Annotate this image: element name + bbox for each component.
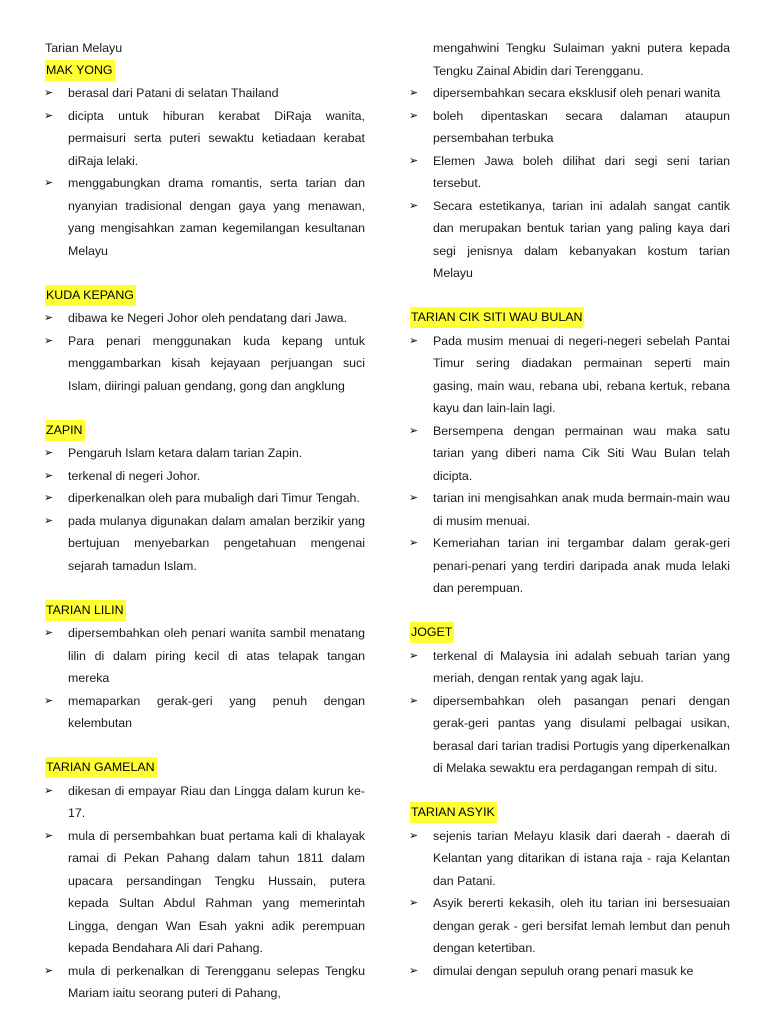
- section: [45, 757, 365, 1005]
- left-sections: [45, 60, 365, 1005]
- bullet-item: [410, 825, 730, 893]
- bullet-list: [45, 442, 365, 577]
- bullet-text: Pengaruh Islam ketara dalam tarian Zapin.: [68, 446, 303, 460]
- bullet-text: diperkenalkan oleh para mubaligh dari Timur Tengah.: [68, 491, 360, 505]
- arrow-bullet-icon: ➢: [44, 177, 54, 189]
- continuation-text: mengahwini Tengku Sulaiman yakni putera kepada Tengku Zainal Abidin dari Terengganu.: [433, 41, 730, 78]
- bullet-text: Secara estetikanya, tarian ini adalah sangat cantik dan merupakan bentuk tarian yang paling kaya dari segi jenisnya dalam kebanyakan kostum tarian Melayu: [433, 198, 730, 280]
- bullet-text: tarian ini mengisahkan anak muda bermain-main wau di musim menuai.: [433, 491, 730, 528]
- section-heading: TARIAN ASYIK: [410, 802, 497, 823]
- bullet-item: [410, 487, 730, 532]
- section-gap: [45, 262, 365, 285]
- section-heading: TARIAN GAMELAN: [45, 757, 157, 778]
- section-heading: TARIAN CIK SITI WAU BULAN: [410, 307, 584, 328]
- bullet-item: [410, 420, 730, 488]
- arrow-bullet-icon: ➢: [409, 109, 419, 122]
- bullet-item: [410, 330, 730, 420]
- bullet-text: Pada musim menuai di negeri-negeri sebelah Pantai Timur sering diadakan permainan seperti main gasing, main wau, rebana ubi, rebana kertuk, rebana kayu dan lain-lain lagi.: [433, 333, 730, 415]
- arrow-bullet-icon: ➢: [44, 447, 54, 459]
- section-gap: [45, 735, 365, 758]
- bullet-text: dipersembahkan oleh penari wanita sambil menatang lilin di dalam piring kecil di atas telapak tangan mereka: [68, 626, 365, 685]
- bullet-item: [410, 690, 730, 780]
- bullet-text: menggabungkan drama romantis, serta tarian dan nyanyian tradisional dengan gaya yang menawan, yang mengisahkan zaman kegemilangan kesultanan Melayu: [68, 176, 365, 258]
- section-heading: JOGET: [410, 622, 454, 643]
- section-gap: [410, 600, 730, 623]
- arrow-bullet-icon: ➢: [44, 109, 54, 122]
- bullet-item: [45, 510, 365, 578]
- right-sections: [410, 307, 730, 982]
- bullet-text: mula di persembahkan buat pertama kali di khalayak ramai di Pekan Pahang dalam tahun 1811 dalam upacara persandingan Tengku Hussain, putera kepada Sultan Abdul Rahman yang memerintah Lingga, dengan Wan Esah yakni adik perempuan kepada Bendahara Ali dari Pahang.: [68, 828, 365, 955]
- arrow-bullet-icon: ➢: [409, 154, 419, 167]
- bullet-item: [45, 960, 365, 1005]
- section-heading: KUDA KEPANG: [45, 285, 136, 306]
- continuation-bullet-list: [410, 82, 730, 285]
- section-gap: [45, 397, 365, 420]
- bullet-item: [410, 150, 730, 195]
- section: [45, 285, 365, 420]
- bullet-text: pada mulanya digunakan dalam amalan berzikir yang bertujuan menyebarkan pengetahuan mengenai sejarah tamadun Islam.: [68, 513, 365, 573]
- bullet-text: terkenal di negeri Johor.: [68, 468, 201, 483]
- arrow-bullet-icon: ➢: [409, 87, 419, 99]
- bullet-list: [410, 825, 730, 983]
- arrow-bullet-icon: ➢: [44, 312, 54, 324]
- arrow-bullet-icon: ➢: [409, 492, 419, 504]
- arrow-bullet-icon: ➢: [44, 334, 54, 347]
- bullet-text: mula di perkenalkan di Terengganu selepas Tengku Mariam iaitu seorang puteri di Pahang,: [68, 963, 365, 1000]
- arrow-bullet-icon: ➢: [44, 492, 54, 504]
- section-heading-row: [45, 757, 365, 780]
- bullet-item: [410, 105, 730, 150]
- bullet-item: [410, 645, 730, 690]
- section-heading-row: [410, 802, 730, 825]
- arrow-bullet-icon: ➢: [409, 537, 419, 549]
- bullet-list: [410, 645, 730, 780]
- bullet-text: Elemen Jawa boleh dilihat dari segi seni tarian tersebut.: [433, 153, 730, 190]
- section-heading-row: [45, 600, 365, 623]
- bullet-text: Asyik bererti kekasih, oleh itu tarian ini bersesuaian dengan gerak - geri bersifat lemah lembut dan penuh dengan ketertiban.: [433, 896, 730, 955]
- right-column: [410, 37, 730, 982]
- arrow-bullet-icon: ➢: [44, 514, 54, 527]
- bullet-item: [45, 690, 365, 735]
- bullet-text: terkenal di Malaysia ini adalah sebuah tarian yang meriah, dengan rentak yang agak laju.: [433, 648, 730, 685]
- section: [410, 307, 730, 622]
- bullet-text: memaparkan gerak-geri yang penuh dengan kelembutan: [68, 693, 365, 730]
- bullet-text: Bersempena dengan permainan wau maka satu tarian yang diberi nama Cik Siti Wau Bulan telah dicipta.: [433, 423, 730, 483]
- section: [410, 622, 730, 802]
- bullet-text: Kemeriahan tarian ini tergambar dalam gerak-geri penari-penari yang terdiri daripada anak muda lelaki dan perempuan.: [433, 536, 730, 595]
- arrow-bullet-icon: ➢: [409, 199, 419, 212]
- bullet-text: boleh dipentaskan secara dalaman ataupun persembahan terbuka: [433, 108, 730, 145]
- bullet-item: [45, 442, 365, 465]
- bullet-item: [45, 172, 365, 262]
- bullet-item: [45, 780, 365, 825]
- bullet-list: [45, 82, 365, 262]
- section: [410, 802, 730, 982]
- bullet-text: dipersembahkan secara eksklusif oleh penari wanita: [433, 86, 721, 100]
- bullet-text: Para penari menggunakan kuda kepang untuk menggambarkan kisah kejayaan perjuangan suci Islam, diiringi paluan gendang, gong dan angklung: [68, 333, 365, 393]
- bullet-list: [45, 622, 365, 735]
- bullet-text: berasal dari Patani di selatan Thailand: [68, 86, 279, 100]
- bullet-item: [410, 82, 730, 105]
- section: [45, 60, 365, 285]
- section-heading: ZAPIN: [45, 420, 85, 441]
- bullet-list: [45, 307, 365, 397]
- section: [45, 600, 365, 758]
- arrow-bullet-icon: ➢: [44, 964, 54, 977]
- section-gap: [410, 285, 730, 308]
- arrow-bullet-icon: ➢: [409, 897, 419, 909]
- section-heading: MAK YONG: [45, 60, 115, 81]
- bullet-item: [45, 307, 365, 330]
- section-heading-row: [45, 60, 365, 83]
- section-gap: [45, 577, 365, 600]
- section-heading: TARIAN LILIN: [45, 600, 126, 621]
- arrow-bullet-icon: ➢: [409, 694, 419, 707]
- section-heading-row: [410, 622, 730, 645]
- arrow-bullet-icon: ➢: [409, 334, 419, 347]
- left-column: [45, 37, 365, 1005]
- bullet-item: [410, 195, 730, 285]
- arrow-bullet-icon: ➢: [409, 829, 419, 842]
- arrow-bullet-icon: ➢: [44, 469, 54, 482]
- bullet-item: [410, 892, 730, 960]
- section-heading-row: [45, 420, 365, 443]
- bullet-item: [45, 622, 365, 690]
- bullet-item: [45, 487, 365, 510]
- arrow-bullet-icon: ➢: [44, 87, 54, 99]
- section: [45, 420, 365, 600]
- section-heading-row: [410, 307, 730, 330]
- bullet-text: dicipta untuk hiburan kerabat DiRaja wanita, permaisuri serta puteri sewaktu ketiadaan kerabat diRaja lelaki.: [68, 108, 365, 168]
- bullet-list: [45, 780, 365, 1005]
- bullet-item: [410, 960, 730, 983]
- bullet-item: [45, 330, 365, 398]
- arrow-bullet-icon: ➢: [409, 964, 419, 977]
- bullet-text: dibawa ke Negeri Johor oleh pendatang dari Jawa.: [68, 311, 347, 325]
- arrow-bullet-icon: ➢: [44, 784, 54, 797]
- bullet-text: dimulai dengan sepuluh orang penari masuk ke: [433, 963, 694, 978]
- arrow-bullet-icon: ➢: [44, 829, 54, 842]
- section-heading-row: [45, 285, 365, 308]
- bullet-text: dipersembahkan oleh pasangan penari dengan gerak-geri pantas yang disulami pelbagai usikan, berasal dari tarian tradisi Portugis yang diperkenalkan di Melaka sewaktu era perdagangan rempah di situ.: [433, 693, 730, 775]
- bullet-item: [45, 465, 365, 488]
- bullet-text: sejenis tarian Melayu klasik dari daerah - daerah di Kelantan yang ditarikan di istana raja - raja Kelantan dan Patani.: [433, 828, 730, 888]
- arrow-bullet-icon: ➢: [409, 649, 419, 662]
- bullet-text: dikesan di empayar Riau dan Lingga dalam kurun ke-17.: [68, 783, 365, 820]
- arrow-bullet-icon: ➢: [44, 627, 54, 639]
- arrow-bullet-icon: ➢: [409, 424, 419, 437]
- arrow-bullet-icon: ➢: [44, 694, 54, 707]
- bullet-item: [45, 825, 365, 960]
- bullet-list: [410, 330, 730, 600]
- bullet-item: [410, 532, 730, 600]
- document-title: Tarian Melayu: [45, 41, 123, 55]
- bullet-item: [45, 82, 365, 105]
- section-gap: [410, 780, 730, 803]
- bullet-item: [45, 105, 365, 173]
